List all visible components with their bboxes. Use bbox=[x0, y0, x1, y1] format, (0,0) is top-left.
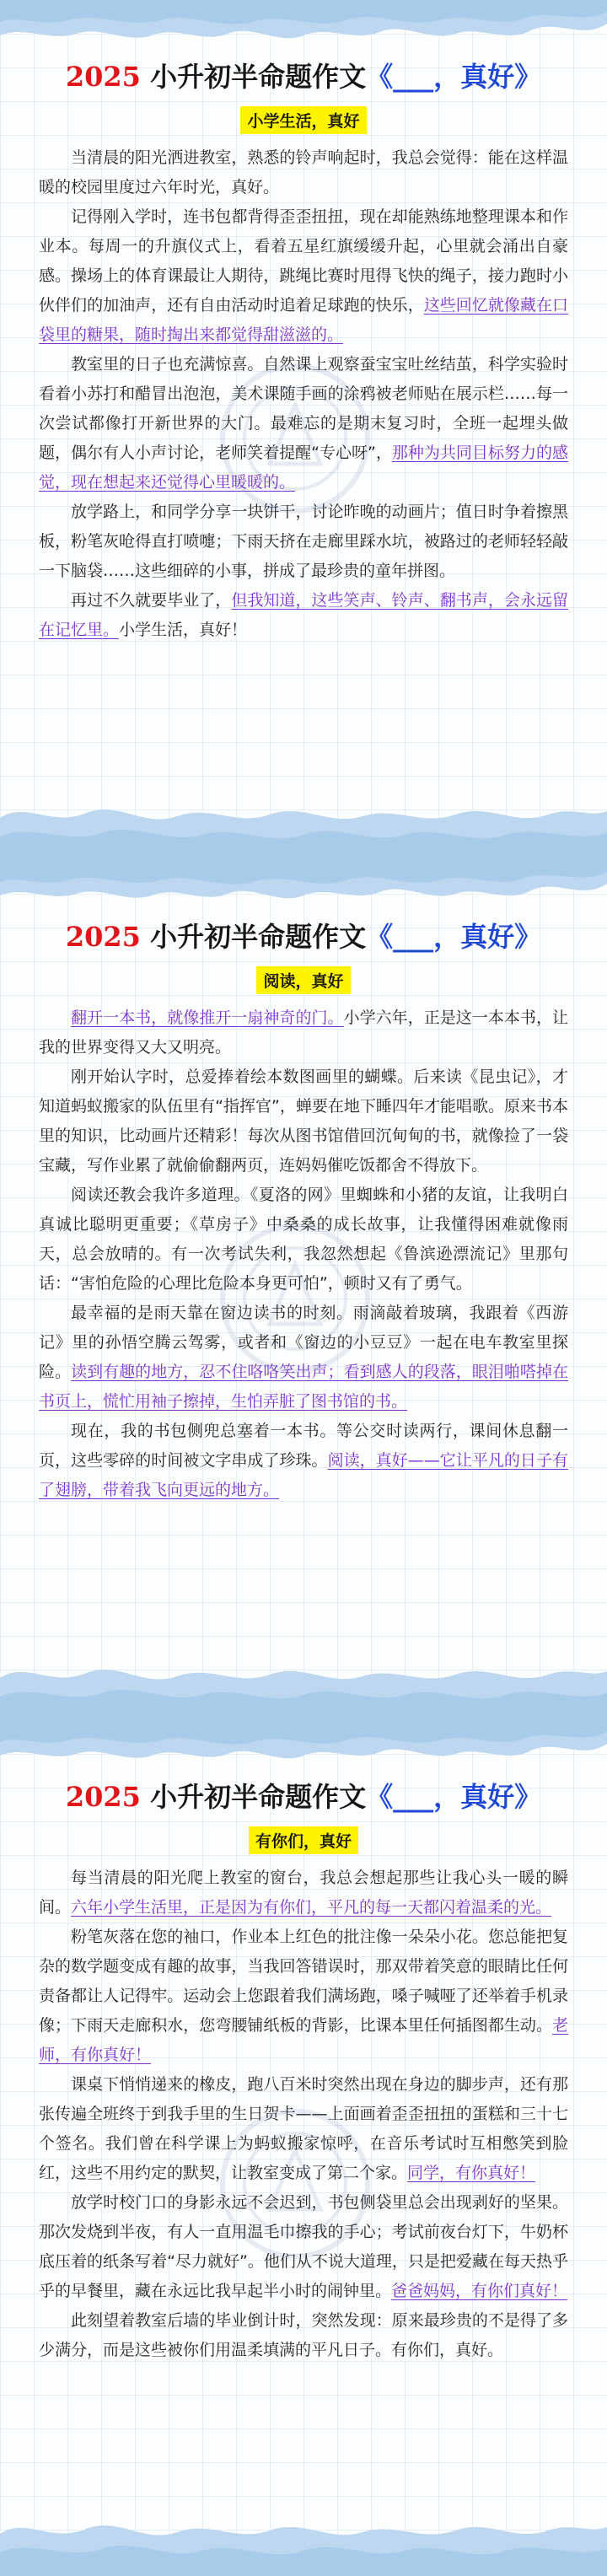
essay-paragraph bbox=[39, 1062, 568, 1180]
paragraph-text: 阅读还教会我许多道理。《夏洛的网》里蜘蛛和小猪的友谊，让我明白真诚比聪明更重要；《草房子》中桑桑的成长故事，让我懂得困难就像雨天，总会放晴的。有一次考试失利，我忽然想起《鲁滨逊漂流记》里那句话：“害怕危险的心理比危险本身更可怕”，顿时又有了勇气。 bbox=[39, 1186, 568, 1293]
essay-paragraph bbox=[39, 586, 568, 645]
highlighted-sentence: 同学，有你真好！ bbox=[407, 2164, 536, 2182]
essay-paragraph bbox=[39, 1923, 568, 2070]
highlighted-sentence: 读到有趣的地方，忍不住咯咯笑出声；看到感人的段落，眼泪啪嗒掉在书页上，慌忙用袖子擦掉，生怕弄脏了图书馆的书。 bbox=[39, 1363, 568, 1411]
title-year: 2025 bbox=[65, 1781, 141, 1813]
title-blank: 《___，真好》 bbox=[366, 1781, 542, 1813]
paragraph-text: 课桌下悄悄递来的橡皮，跑八百米时突然出现在身边的脚步声，还有那张传遍全班终于到我手里的生日贺卡——上面画着歪歪扭扭的蛋糕和三十七个签名。我们曾在科学课上为蚂蚁搬家惊呼，在音乐考试时互相憋笑到脸红，这些不用约定的默契，让教室变成了第二个家。 bbox=[39, 2075, 568, 2182]
paragraph-text: 小学生活，真好！ bbox=[119, 621, 248, 639]
highlighted-sentence: 爸爸妈妈，有你们真好！ bbox=[391, 2282, 568, 2300]
paragraph-text: 每当清晨的阳光爬上教室的窗台，我总会想起那些让我心头一暖的瞬间。 bbox=[39, 1869, 568, 1917]
essay-paragraph bbox=[39, 2306, 568, 2365]
title-main: 小升初半命题作文 bbox=[150, 61, 367, 93]
watermark-logo bbox=[211, 1214, 379, 1383]
cloud-bottom-decoration bbox=[0, 2483, 607, 2576]
highlighted-sentence: 这些回忆就像藏在口袋里的糖果，随时掏出来都觉得甜滋滋的。 bbox=[39, 296, 568, 344]
paragraph-text: 放学路上，和同学分享一块饼干，讨论昨晚的动画片；值日时争着擦黑板，粉笔灰呛得直打喷嚏；下雨天挤在走廊里踩水坑，被路过的老师轻轻敲一下脑袋……这些细碎的小事，拼成了最珍贵的童年拼图。 bbox=[39, 503, 568, 580]
essay-title bbox=[0, 916, 607, 955]
title-blank: 《___，真好》 bbox=[366, 921, 542, 953]
highlighted-sentence: 翻开一本书，就像推开一扇神奇的门。 bbox=[71, 1008, 344, 1027]
paragraph-text: 现在，我的书包侧兜总塞着一本书。等公交时读两行，课间休息翻一页，这些零碎的时间被文字串成了珍珠。 bbox=[39, 1422, 568, 1470]
essay-subtitle: 有你们，真好 bbox=[249, 1826, 358, 1854]
paragraph-text: 此刻望着教室后墙的毕业倒计时，突然发现：原来最珍贵的不是得了多少满分，而是这些被你们用温柔填满的平凡日子。有你们，真好。 bbox=[39, 2311, 568, 2359]
title-main: 小升初半命题作文 bbox=[150, 921, 367, 953]
essay-paragraph bbox=[39, 1863, 568, 1923]
paragraph-text: 刚开始认字时，总爱捧着绘本数图画里的蝴蝶。后来读《昆虫记》，才知道蚂蚁搬家的队伍里有“指挥官”，蝉要在地下睡四年才能唱歌。原来书本里的知识，比动画片还精彩！每次从图书馆借回沉甸甸的书，就像捡了一袋宝藏，写作业累了就偷偷翻两页，连妈妈催吃饭都舍不得放下。 bbox=[39, 1068, 568, 1175]
essay-card-2 bbox=[0, 860, 607, 1720]
title-main: 小升初半命题作文 bbox=[150, 1781, 367, 1813]
title-year: 2025 bbox=[65, 61, 141, 93]
essay-paragraph bbox=[39, 202, 568, 350]
cloud-top-decoration bbox=[0, 860, 607, 919]
highlighted-sentence: 但我知道，这些笑声、铃声、翻书声，会永远留在记忆里。 bbox=[39, 591, 568, 639]
essay-card-3 bbox=[0, 1720, 607, 2576]
highlighted-sentence: 六年小学生活里，正是因为有你们，平凡的每一天都闪着温柔的光。 bbox=[71, 1898, 552, 1917]
essay-subtitle: 阅读，真好 bbox=[256, 966, 350, 994]
cloud-top-decoration bbox=[0, 1720, 607, 1779]
watermark-logo bbox=[211, 2100, 379, 2268]
essay-title bbox=[0, 56, 607, 94]
paragraph-text: 放学时校门口的身影永远不会迟到，书包侧袋里总会出现剥好的坚果。那次发烧到半夜，有人一直用温毛巾擦我的手心；考试前夜台灯下，牛奶杯底压着的纸条写着“尽力就好”。他们从不说大道理，只是把爱藏在每天热乎乎的早餐里，藏在永远比我早起半小时的闹钟里。 bbox=[39, 2193, 568, 2300]
watermark-logo bbox=[211, 354, 379, 523]
essay-paragraph bbox=[39, 143, 568, 202]
essay-paragraph bbox=[39, 1003, 568, 1062]
essay-paragraph bbox=[39, 1417, 568, 1505]
paragraph-text: 最幸福的是雨天靠在窗边读书的时刻。雨滴敲着玻璃，我跟着《西游记》里的孙悟空腾云驾雾，或者和《窗边的小豆豆》一起在电车教室里探险。 bbox=[39, 1304, 568, 1381]
paragraph-text: 小学六年，正是这一本本书，让我的世界变得又大又明亮。 bbox=[39, 1008, 568, 1057]
title-year: 2025 bbox=[65, 921, 141, 953]
title-blank: 《___，真好》 bbox=[366, 61, 542, 93]
cloud-bottom-decoration bbox=[0, 767, 607, 860]
highlighted-sentence: 那种为共同目标努力的感觉，现在想起来还觉得心里暖暖的。 bbox=[39, 444, 568, 492]
paragraph-text: 粉笔灰落在您的袖口，作业本上红色的批注像一朵朵小花。您总能把复杂的数学题变成有趣的故事，当我回答错误时，那双带着笑意的眼睛比任何责备都让人记得牢。运动会上您跟着我们满场跑，嗓子喊哑了还举着手机录像；下雨天走廊积水，您弯腰铺纸板的背影，比课本里任何插图都生动。 bbox=[39, 1928, 568, 2035]
essay-title bbox=[0, 1776, 607, 1815]
paragraph-text: 教室里的日子也充满惊喜。自然课上观察蚕宝宝吐丝结茧，科学实验时看着小苏打和醋冒出泡泡，美术课随手画的涂鸦被老师贴在展示栏……每一次尝试都像打开新世界的大门。最难忘的是期末复习时，全班一起埋头做题，偶尔有人小声讨论，老师笑着提醒“专心呀”， bbox=[39, 355, 568, 462]
paragraph-text: 记得刚入学时，连书包都背得歪歪扭扭，现在却能熟练地整理课本和作业本。每周一的升旗仪式上，看着五星红旗缓缓升起，心里就会涌出自豪感。操场上的体育课最让人期待，跳绳比赛时甩得飞快的绳子，接力跑时小伙伴们的加油声，还有自由活动时追着足球跑的快乐， bbox=[39, 207, 568, 315]
cloud-bottom-decoration bbox=[0, 1627, 607, 1720]
essay-subtitle: 小学生活，真好 bbox=[240, 106, 366, 134]
essay-card-1 bbox=[0, 0, 607, 860]
paragraph-text: 再过不久就要毕业了， bbox=[71, 591, 232, 610]
highlighted-sentence: 阅读，真好——它让平凡的日子有了翅膀，带着我飞向更远的地方。 bbox=[39, 1451, 568, 1499]
highlighted-sentence: 老师，有你真好！ bbox=[39, 2016, 568, 2064]
cloud-top-decoration bbox=[0, 0, 607, 59]
paragraph-text: 当清晨的阳光洒进教室，熟悉的铃声响起时，我总会觉得：能在这样温暖的校园里度过六年时光，真好。 bbox=[39, 148, 568, 196]
